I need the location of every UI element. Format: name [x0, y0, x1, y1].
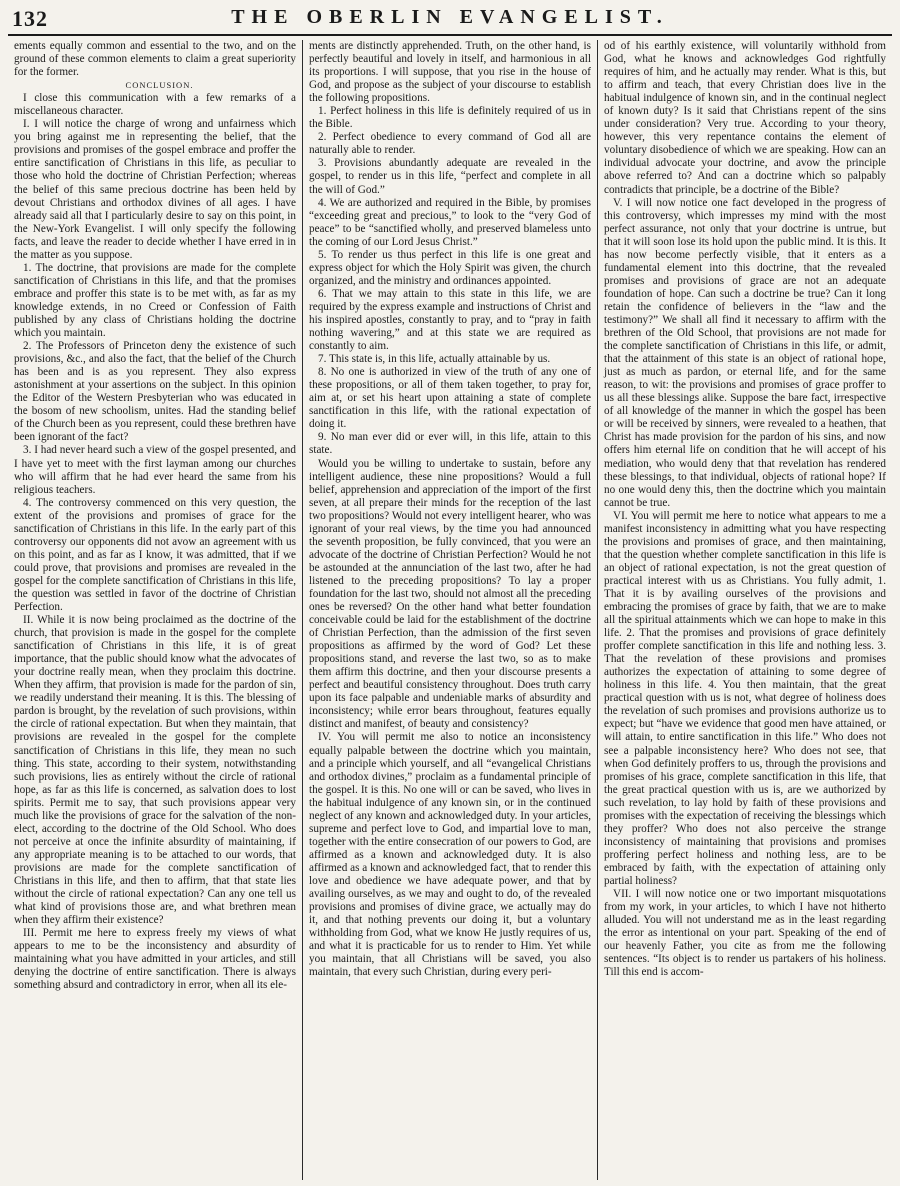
paragraph: 2. The Professors of Princeton deny the existence of such provisions, &c., and also the fact, that the belief of the Church has been and is as you represent. They also express astonishment at your assertions on the subject. In this opinion the Editor of the Western Presbyterian who was educated in the bosom of new schoolism, unites. Had the standing belief of the Church been as you represent, could these brethren have been ignorant of the fact?: [14, 340, 296, 444]
page-number: 132: [12, 6, 48, 31]
paragraph: ments are distinctly apprehended. Truth, on the other hand, is perfectly beautiful and lovely in itself, and harmonious in all its proportions. I will suppose, that you rise in the house of God, and propose as the subject of your discourse to establish the following propositions.: [309, 40, 591, 105]
paragraph: I close this communication with a few remarks of a miscellaneous character.: [14, 92, 296, 118]
section-heading: CONCLUSION.: [125, 80, 194, 91]
paragraph: 1. Perfect holiness in this life is definitely required of us in the Bible.: [309, 105, 591, 131]
paragraph: VI. You will permit me here to notice what appears to me a manifest inconsistency in admitting what you have respecting the provisions and promises of grace, and then maintaining, that the question whether complete sanctification in this life is an object of rational expectation, is not the great question of practical interest with us as Christians. You fully admit, 1. That it is by availing ourselves of the provisions and embracing the promises of grace by faith, that we are to make all the spiritual attainments which we can hope to make in this life. 2. That the promises and provisions of grace definitely proffer complete sanctification in this life and nothing less. 3. That the revelation of these provisions and promises authorizes the expectation of attaining to some degree of holiness in this life. 4. You then maintain, that the great practical question with us is not, what degree of holiness does the revelation of such promises and provisions authorize us to expect; but “have we evidence that good men have attained, or will attain, to entire sanctification in this life.” Who does not see a palpable inconsistency here? Who does not see, that when God definitely proffers to us, through the provisions and promises of his grace, complete sanctification in this life, that the great practical question with us is, are we authorized by such revelation, to lay hold by faith of these provisions and promises with the expectation of receiving the blessings which they proffer? Who does not also perceive the strange inconsistency of maintaining that provisions and promises proffering perfect holiness and nothing less, are to be embraced by faith, with the expectation of attaining only partial holiness?: [604, 509, 886, 887]
paragraph: 7. This state is, in this life, actually attainable by us.: [318, 353, 551, 366]
paragraph: 4. We are authorized and required in the Bible, by promises “exceeding great and precious,” to look to the “very God of peace” to be “sanctified wholly, and preserved blameless unto the coming of our Lord Jesus Christ.”: [309, 196, 591, 248]
paragraph: VII. I will now notice one or two important misquotations from my work, in your articles, to which I have not hitherto alluded. You will not understand me as in the least regarding the error as intentional on your part. Speaking of the end of our heavenly Father, you cite as from me the following sentences. “Its object is to render us partakers of his holiness. Till this end is accom-: [604, 888, 886, 979]
paragraph: ements equally common and essential to the two, and on the ground of these common elements to claim a great superiority for the former.: [14, 40, 296, 79]
paragraph: Would you be willing to undertake to sustain, before any intelligent audience, these nine propositions? Would a full belief, apprehension and appreciation of the import of the first seven, at all prepare their minds for the reception of the last two propositions? Would not every intelligent hearer, who was ignorant of your real views, by the time you had announced the seventh proposition, be fully convinced, that you were an advocate of the doctrine of Christian Perfection? Would he not be astounded at the annunciation of the last two, after he had listened to the preceding propositions? To lay a proper foundation for the last two, should not almost all the preceding ones be reversed? On the other hand what better foundation conceivable could be laid for the establishment of the doctrine of Christian Perfection, than the admission of the first seven propositions as affirmed by the word of God? Let these propositions stand, and reverse the last two, so as to make them affirm this doctrine, and then your discourse presents a perfect and beautiful consistency throughout. Does truth carry upon its face palpable and undeniable marks of absurdity and inconsistency; while error bears throughout, features equally distinct and manifest, of beauty and consistency?: [309, 457, 591, 731]
column-right: [597, 40, 892, 1180]
column-middle: [302, 40, 597, 1180]
masthead: [8, 4, 892, 36]
newspaper-title: THE OBERLIN EVANGELIST.: [231, 6, 669, 28]
paragraph: IV. You will permit me also to notice an inconsistency equally palpable between the doctrine which you maintain, and a principle which yourself, and all “evangelical Christians and orthodox divines,” proclaim as a fundamental principle of the gospel. It is this. No one will or can be saved, who lives in the habitual indulgence of any known sin, or in the continued neglect of any known and acknowledged duty. In your articles, supreme and perfect love to God, and impartial love to man, together with the entire consecration of our powers to God, are affirmed as a known and acknowledged duty. It is also affirmed as a known and acknowledged fact, that to render this love and obedience we have adequate power, and that by availing ourselves, as we may and ought to do, of the revealed provisions and promises of divine grace, we actually may do it, and that nothing prevents our doing it, but a voluntary withholding from God, what we know He justly requires of us, and what it is practicable for us to render to Him. Yet while you maintain, that all Christians will be saved, you also maintain, that every such Christian, during every peri-: [309, 731, 591, 979]
paragraph: 9. No man ever did or ever will, in this life, attain to this state.: [309, 431, 591, 457]
paragraph: 3. I had never heard such a view of the gospel presented, and I have yet to meet with the first layman among our churches who will affirm that he had ever heard the same from his religious teachers.: [14, 444, 296, 496]
article-columns: [8, 40, 892, 1180]
paragraph: 5. To render us thus perfect in this life is one great and express object for which the Holy Spirit was given, the church organized, and the ministry and ordinances appointed.: [309, 248, 591, 287]
paragraph: 3. Provisions abundantly adequate are revealed in the gospel, to render us in this life, “perfect and complete in all the will of God.”: [309, 157, 591, 196]
paragraph: III. Permit me here to express freely my views of what appears to me to be the inconsistency and absurdity of maintaining what you have admitted in your articles, and still denying the doctrine of entire sanctification. There is always something absurd and contradictory in error, when all its ele-: [14, 927, 296, 992]
paragraph: 2. Perfect obedience to every command of God all are naturally able to render.: [309, 131, 591, 157]
paragraph: 4. The controversy commenced on this very question, the extent of the provisions and promises of grace for the sanctification of Christians in this life. In the early part of this controversy our opponents did not avow an agreement with us on this point, and as far as I know, it was admitted, that if we could prove, that provisions and promises are revealed in the gospel for the complete sanctification of Christians in this life, the question was settled in favor of the doctrine of Christian Perfection.: [14, 496, 296, 614]
paragraph: V. I will now notice one fact developed in the progress of this controversy, which impresses my mind with the most perfect assurance, not only that your doctrine is untrue, but that it will soon lose its hold upon the public mind. It is this. It has now become perfectly visible, that it enters as a fundamental element into this doctrine, that the revealed promises and provisions of grace are not an adequate foundation of hope. Can such a doctrine be true? Can it long retain the confidence of believers in the “law and the testimony?” We shall all find it necessary to affirm with the brethren of the Old School, that provisions are not made for the complete sanctification of Christians in this life, or admit, that the attainment of this state is an object of rational hope, just as much as pardon, or eternal life, and for the same reason, to wit: the provisions and promises of grace proffer to us all these blessings alike. Suppose the bare fact, irrespective of all knowledge of the manner in which the gospel has been or will be received by sinners, were revealed to a heathen, that Christ has made provision for the pardon of his sins, and now offers him eternal life on condition that he will accept of his mediation, who would deny that that revelation has rendered these blessings, to that individual, objects of rational hope? If no one would deny this, then the doctrine which you maintain cannot be true.: [604, 196, 886, 509]
paragraph: 8. No one is authorized in view of the truth of any one of these propositions, or all of them taken together, to pray for, aim at, or set his heart upon attaining a state of complete sanctification in this life, with the rational expectation of doing it.: [309, 366, 591, 431]
paragraph: I. I will notice the charge of wrong and unfairness which you bring against me in representing the belief, that the provisions and promises of the gospel embrace and proffer the entire sanctification of Christians in this life, as peculiar to those who hold the doctrine of Christian Perfection; whereas the belief of this same precious doctrine has been held by devout Christians and orthodox divines of all ages. I have already said all that I particularly desire to say on this point, in the New-York Evangelist. I will only specify the following facts, and leave the reader to decide whether I have erred in in the matter as you suppose.: [14, 118, 296, 261]
column-left: [8, 40, 302, 1180]
paragraph: II. While it is now being proclaimed as the doctrine of the church, that provision is made in the gospel for the complete sanctification of Christians in this life, it is of great importance, that the public should know what the advocates of your doctrine really mean, when they proclaim this doctrine. When they affirm, that provision is made for the pardon of sin, we readily understand their meaning. It is this. The blessing of pardon is brought, by the revelation of such provisions, within the circle of rational expectation. But when they maintain, that provisions are revealed in the gospel for the complete sanctification of Christians in this life, they mean no such thing. This state, according to their system, notwithstanding such provisions, lies as entirely without the circle of rational hope, as far as this life is concerned, as salvation does to lost spirits. Permit me to say, that such provisions appear very much like the provisions of grace for the salvation of the non-elect, according to the doctrine of the Old School. Who does not perceive at once the infinite absurdity of maintaining, if any appropriate meaning is to be attached to our words, that provisions are made for the complete sanctification of Christians in this life, and then to affirm, that that state lies without the circle of rational expectation? Can any one tell us what kind of provisions those are, and what brethren mean when they affirm their existence?: [14, 614, 296, 927]
paragraph: 1. The doctrine, that provisions are made for the complete sanctification of Christians in this life, and that the promises embrace and proffer this state is to be met with, as far as my knowledge extends, in no Creed or Confession of Faith published by any class of Christians holding the doctrine which you maintain.: [14, 261, 296, 340]
paragraph: od of his earthly existence, will voluntarily withhold from God, what he knows and acknowledges God rightfully requires of him, and he actually may render. What is this, but to affirm and teach, that every Christian does live in the habitual indulgence of known sin, and in the continual neglect of known duty? Is it said that Christians repent of the sins under consideration? Very true. According to your theory, however, this very repentance contains the element of voluntary disobedience of which we are speaking. How can an individual advocate your doctrine, and avow the principle above referred to? And can a doctrine which so palpably contradicts that principle, be a doctrine of the Bible?: [604, 40, 886, 196]
paragraph: 6. That we may attain to this state in this life, we are required by the express example and instructions of Christ and his inspired apostles, constantly to pray, and to “pray in faith nothing wavering,” and at this state we are required as constantly to aim.: [309, 287, 591, 353]
